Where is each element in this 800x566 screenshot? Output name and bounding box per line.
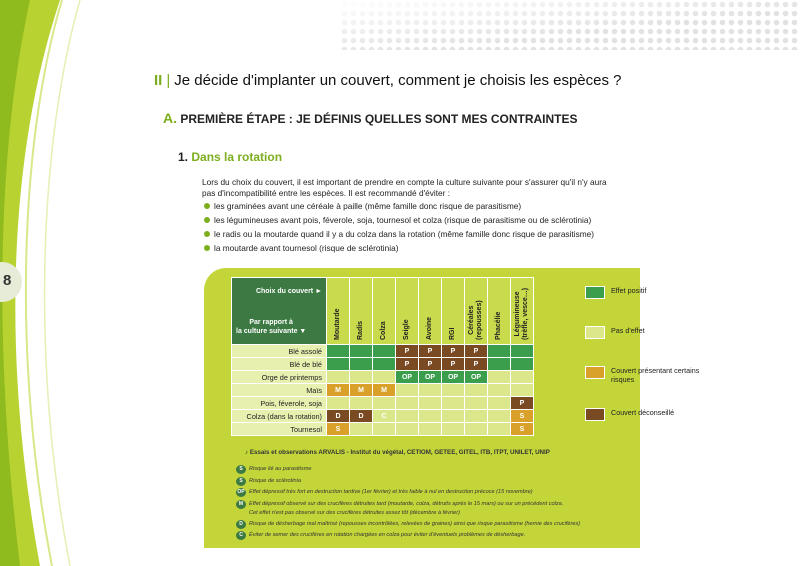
table-cell <box>373 371 396 384</box>
table-cell: S <box>511 423 534 436</box>
legend-swatch <box>585 286 605 299</box>
table-row <box>232 358 534 371</box>
table-cell <box>419 410 442 423</box>
decorative-dot-pattern <box>340 0 800 50</box>
table-cell <box>442 397 465 410</box>
table-cell <box>488 397 511 410</box>
table-cell: M <box>350 384 373 397</box>
footnote <box>236 465 580 477</box>
row-label: Colza (dans la rotation) <box>232 410 327 423</box>
footnote-text: Risque de désherbage mal maîtrisé (repousses incontrôlées, relevées de graines) ainsi que risque parasitisme (hernie des crucifères) <box>249 520 581 527</box>
table-cell <box>488 371 511 384</box>
table-cell: P <box>419 345 442 358</box>
corner-bottom-line-2: la culture suivante ▼ <box>236 328 307 335</box>
table-cell <box>373 423 396 436</box>
table-row <box>232 345 534 358</box>
table-cell <box>465 423 488 436</box>
bullet-list <box>202 199 594 255</box>
table-cell: P <box>511 397 534 410</box>
table-cell <box>511 371 534 384</box>
table-cell: OP <box>465 371 488 384</box>
column-header-label: RGI <box>449 327 456 340</box>
source-text: Essais et observations ARVALIS - Institut du végétal, CETIOM, GETEE, GITEL, ITB, ITPT, UNILET, UNIP <box>249 449 550 456</box>
footnote <box>236 488 580 500</box>
footnote-text: Effet dépressif observé sur des crucifères détruites tard (moutarde, colza, détruits après le 15 mars) ou sur un précédent colza. <box>249 500 564 507</box>
footnote-code-icon: OP <box>237 489 245 495</box>
list-item <box>202 227 594 241</box>
legend-label: Couvert déconseillé <box>611 408 675 417</box>
table-cell <box>396 397 419 410</box>
bullet-text: le radis ou la moutarde quand il y a du colza dans la rotation (même famille donc risque de parasitisme) <box>214 229 595 239</box>
legend-label: Couvert présentant certains risques <box>611 366 700 384</box>
table-cell <box>488 345 511 358</box>
footnote <box>236 477 580 489</box>
section-separator: | <box>166 72 171 89</box>
footnote-code-icon: D <box>236 520 246 529</box>
table-cell: D <box>350 410 373 423</box>
table-cell <box>350 345 373 358</box>
legend-label: Pas d'effet <box>611 326 645 335</box>
table-cell: P <box>419 358 442 371</box>
column-header-label: Céréales (repousses) <box>468 300 483 340</box>
legend-swatch <box>585 408 605 421</box>
row-label: Pois, féverole, soja <box>232 397 327 410</box>
bullet-text: les légumineuses avant pois, féverole, soja, tournesol et colza (risque de parasitisme ou de sclérotinia) <box>214 215 592 225</box>
table-row <box>232 410 534 423</box>
table-cell <box>442 384 465 397</box>
footnotes <box>236 465 580 543</box>
subsubsection-number: 1. <box>178 150 189 164</box>
table-row <box>232 397 534 410</box>
table-cell <box>373 358 396 371</box>
footnote <box>236 500 580 520</box>
legend-label: Effet positif <box>611 286 647 295</box>
table-cell: P <box>396 345 419 358</box>
column-header-label: Légumineuse (trèfle, vesce…) <box>514 287 529 340</box>
table-cell: D <box>327 410 350 423</box>
footnote-text-continued: Cet effet n'est pas observé sur des crucifères détruites assez tôt (décembre à février) <box>249 509 460 516</box>
list-item <box>202 199 594 213</box>
table-cell <box>511 345 534 358</box>
bullet-text: la moutarde avant tournesol (risque de sclérotinia) <box>214 243 399 253</box>
bullet-icon <box>204 203 210 209</box>
bullet-icon <box>204 217 210 223</box>
subsection-letter: A. <box>163 110 177 126</box>
subsection-title <box>163 110 578 126</box>
table-cell <box>373 345 396 358</box>
section-number: II <box>154 72 163 89</box>
section-title-text: Je décide d'implanter un couvert, comment je choisis les espèces ? <box>174 72 622 89</box>
bullet-text: les graminées avant une céréale à paille (même famille donc risque de parasitisme) <box>214 201 522 211</box>
table-cell <box>350 423 373 436</box>
footnote <box>236 520 580 532</box>
column-header-label: Moutarde <box>334 308 341 340</box>
source-note: ♪ Essais et observations ARVALIS - Institut du végétal, CETIOM, GETEE, GITEL, ITB, ITPT, UNILET, UNIP <box>245 449 550 456</box>
table-cell <box>488 423 511 436</box>
table-cell <box>488 358 511 371</box>
column-header <box>465 278 488 345</box>
footnote-code-icon: M <box>236 500 246 509</box>
column-header-label: Phacélie <box>495 311 502 340</box>
table-header-row <box>232 278 534 345</box>
row-label: Blé de blé <box>232 358 327 371</box>
table-cell: OP <box>396 371 419 384</box>
row-label: Maïs <box>232 384 327 397</box>
table-cell: P <box>465 358 488 371</box>
column-header-label: Avoine <box>426 316 433 340</box>
table-cell <box>419 423 442 436</box>
column-header <box>419 278 442 345</box>
table-cell: P <box>465 345 488 358</box>
table-row <box>232 423 534 436</box>
list-item <box>202 241 594 255</box>
table-cell <box>488 384 511 397</box>
table-cell <box>350 397 373 410</box>
table-cell <box>488 410 511 423</box>
table-cell <box>511 358 534 371</box>
footnote-text: Risque lié au parasitisme <box>249 466 312 472</box>
table-cell <box>373 397 396 410</box>
table-body <box>232 345 534 436</box>
table-cell <box>350 371 373 384</box>
subsubsection-title-text: Dans la rotation <box>191 150 283 164</box>
subsection-title-text: PREMIÈRE ÉTAPE : JE DÉFINIS QUELLES SONT MES CONTRAINTES <box>180 112 578 126</box>
table-cell <box>419 397 442 410</box>
bullet-icon <box>204 245 210 251</box>
footnote-text: Éviter de semer des crucifères en rotation chargées en colza pour éviter d'éventuels problèmes de désherbage. <box>249 532 526 538</box>
compatibility-table <box>231 277 534 436</box>
table-cell: OP <box>419 371 442 384</box>
legend-swatch <box>585 326 605 339</box>
intro-paragraph: Lors du choix du couvert, il est important de prendre en compte la culture suivante pour s'assurer qu'il n'y aura pas d'incompatibilité entre les espèces. Il est recommandé d'éviter : <box>202 177 607 198</box>
legend-swatch <box>585 366 605 379</box>
table-cell: C <box>373 410 396 423</box>
footnote-code-icon: C <box>236 531 246 540</box>
table-cell <box>396 384 419 397</box>
table-cell <box>327 358 350 371</box>
column-header <box>350 278 373 345</box>
subsubsection-title <box>178 150 282 164</box>
table-cell: M <box>327 384 350 397</box>
footnote <box>236 531 580 543</box>
table-cell <box>419 384 442 397</box>
column-header <box>396 278 419 345</box>
table-cell: M <box>373 384 396 397</box>
table-corner-header <box>232 278 327 345</box>
table-cell <box>465 397 488 410</box>
table-cell <box>442 423 465 436</box>
corner-top-label: Choix du couvert ► <box>255 288 322 295</box>
table-row <box>232 384 534 397</box>
table-cell: S <box>511 410 534 423</box>
list-item <box>202 213 594 227</box>
table-cell <box>350 358 373 371</box>
table-cell <box>442 410 465 423</box>
corner-bottom-line-1: Par rapport à <box>249 319 293 326</box>
column-header-label: Colza <box>380 321 387 340</box>
table-cell: P <box>442 345 465 358</box>
table-cell: S <box>327 423 350 436</box>
column-header <box>373 278 396 345</box>
row-label: Tournesol <box>232 423 327 436</box>
column-header-label: Seigle <box>403 319 410 340</box>
corner-bottom-label <box>236 318 306 336</box>
table-cell <box>511 384 534 397</box>
table-cell <box>327 397 350 410</box>
column-header <box>442 278 465 345</box>
table-row <box>232 371 534 384</box>
table-cell <box>327 345 350 358</box>
column-header-label: Radis <box>357 320 364 340</box>
page-number: 8 <box>3 272 12 289</box>
footnote-code-icon: S <box>236 465 246 474</box>
row-label: Blé assolé <box>232 345 327 358</box>
row-label: Orge de printemps <box>232 371 327 384</box>
section-title <box>154 72 622 89</box>
footnote-text: Risque de sclérotinia <box>249 477 301 484</box>
table-cell: P <box>396 358 419 371</box>
table-cell <box>396 410 419 423</box>
footnote-code-icon: S <box>236 477 246 486</box>
table-cell <box>396 423 419 436</box>
table-cell <box>465 410 488 423</box>
column-header <box>511 278 534 345</box>
table-cell <box>465 384 488 397</box>
table-cell: OP <box>442 371 465 384</box>
table-cell: P <box>442 358 465 371</box>
table-cell <box>327 371 350 384</box>
column-header <box>327 278 350 345</box>
footnote-text: Effet dépressif très fort en destruction tardive (1er février) et très faible à nul en destruction précoce (15 novembre) <box>249 489 533 495</box>
bullet-icon <box>204 231 210 237</box>
column-header <box>488 278 511 345</box>
